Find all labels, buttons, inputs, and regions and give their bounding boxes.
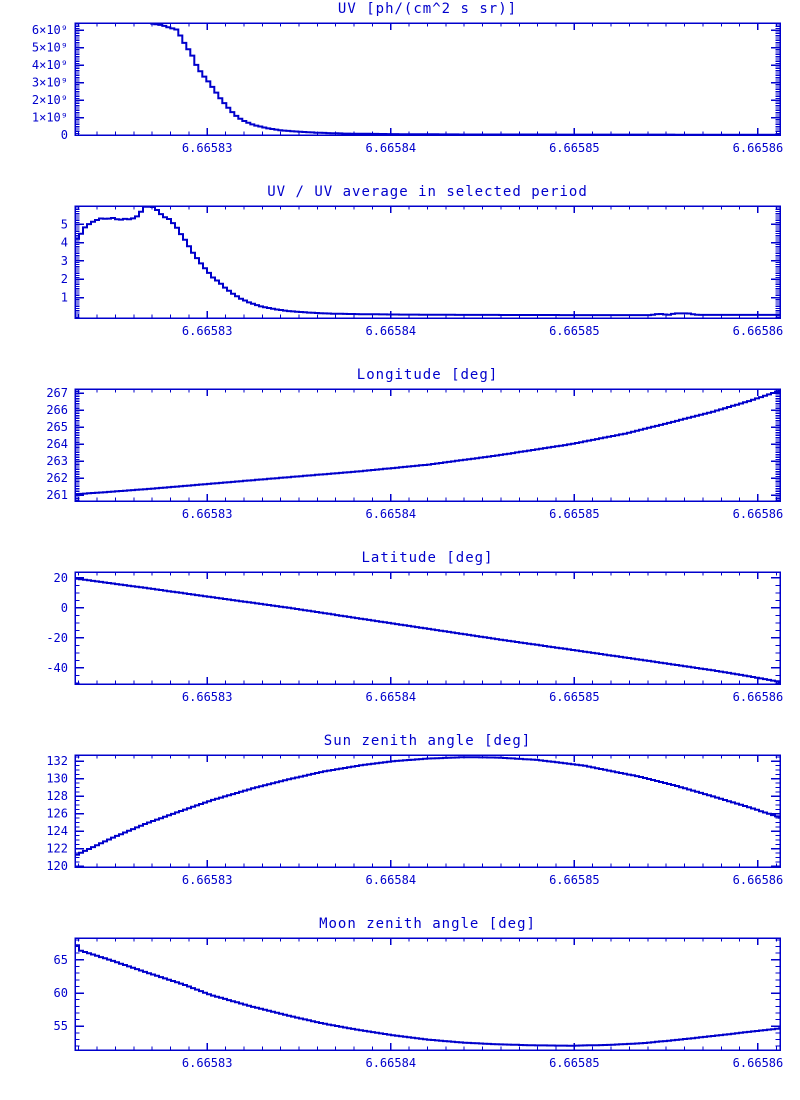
uv-ratio-plot-canvas [0,183,800,366]
sun-zenith-plot-canvas [0,732,800,915]
x-tick-label: 6.66584 [365,507,417,521]
data-curve [75,757,780,855]
y-tick-label: -20 [46,630,68,645]
x-tick-label: 6.66586 [732,690,784,704]
x-tick-label: 6.66585 [549,690,600,704]
axes [75,206,780,318]
y-tick-label: 0 [60,128,68,142]
y-tick-label: 4×10⁹ [31,58,68,72]
x-tick-label: 6.66583 [181,873,233,887]
moon-zenith-panel [0,915,800,1098]
x-tick-label: 6.66583 [181,690,233,704]
y-tick-label: 60 [53,986,68,1001]
y-tick-label: 132 [46,754,68,769]
x-tick-label: 6.66584 [365,873,417,887]
data-curve [75,390,780,494]
uv-flux-plot-canvas [0,0,800,183]
y-tick-label: 1×10⁹ [31,110,68,125]
moon-zenith-plot-title: Moon zenith angle [deg] [319,916,536,932]
uv-flux-panel [0,0,800,183]
y-tick-label: 266 [46,403,68,418]
y-tick-label: 3×10⁹ [31,75,68,90]
sun-zenith-plot-title: Sun zenith angle [deg] [323,733,532,749]
x-tick-label: 6.66584 [365,690,417,704]
y-tick-label: 261 [46,488,68,503]
y-tick-label: 3 [60,253,68,268]
y-tick-label: 126 [46,806,68,821]
y-tick-label: 2×10⁹ [31,93,68,107]
y-tick-label: 65 [53,952,68,967]
x-tick-label: 6.66585 [549,1056,600,1070]
longitude-plot-canvas [0,366,800,549]
y-tick-label: 264 [46,437,68,452]
moon-zenith-plot-canvas [0,915,800,1098]
y-tick-label: 124 [46,824,68,839]
latitude-plot-title: Latitude [deg] [361,550,494,566]
y-tick-label: 120 [46,859,68,874]
uv-flux-plot-title: UV [ph/(cm^2 s sr)] [337,1,518,17]
x-tick-label: 6.66585 [549,873,600,887]
y-tick-label: 122 [46,841,68,856]
y-tick-label: 128 [46,789,68,804]
longitude-panel [0,366,800,549]
x-tick-label: 6.66584 [365,141,417,155]
x-tick-label: 6.66584 [365,324,417,338]
y-tick-label: 55 [53,1019,68,1034]
data-curve [150,24,780,135]
y-tick-label: 4 [60,235,68,250]
x-tick-label: 6.66586 [732,873,784,887]
y-tick-label: 6×10⁹ [31,23,68,37]
axes [75,23,780,135]
x-tick-label: 6.66586 [732,324,784,338]
x-tick-label: 6.66583 [181,507,233,521]
data-curve [75,579,780,682]
uv-ratio-plot-title: UV / UV average in selected period [267,184,588,200]
x-tick-label: 6.66583 [181,141,233,155]
y-tick-label: 263 [46,454,68,469]
data-curve [75,207,780,315]
latitude-plot-canvas [0,549,800,732]
sun-zenith-panel [0,732,800,915]
data-curve [75,945,780,1045]
longitude-plot-title: Longitude [deg] [356,367,499,383]
y-tick-label: 5 [60,217,68,232]
y-tick-label: 262 [46,471,68,486]
y-tick-label: 2 [60,272,68,287]
axes [75,938,780,1050]
y-tick-label: 5×10⁹ [31,40,68,55]
x-tick-label: 6.66585 [549,141,600,155]
uv-ratio-panel [0,183,800,366]
axes [75,389,780,501]
y-tick-label: -40 [46,660,68,675]
y-tick-label: 265 [46,420,68,435]
y-tick-label: 1 [60,290,68,305]
y-tick-label: 0 [60,600,68,615]
y-tick-label: 130 [46,771,68,786]
x-tick-label: 6.66585 [549,324,600,338]
x-tick-label: 6.66585 [549,507,600,521]
y-tick-label: 20 [53,570,68,585]
x-tick-label: 6.66583 [181,324,233,338]
x-tick-label: 6.66586 [732,507,784,521]
x-tick-label: 6.66586 [732,141,784,155]
y-tick-label: 267 [46,386,68,401]
x-tick-label: 6.66583 [181,1056,233,1070]
latitude-panel [0,549,800,732]
x-tick-label: 6.66586 [732,1056,784,1070]
x-tick-label: 6.66584 [365,1056,417,1070]
